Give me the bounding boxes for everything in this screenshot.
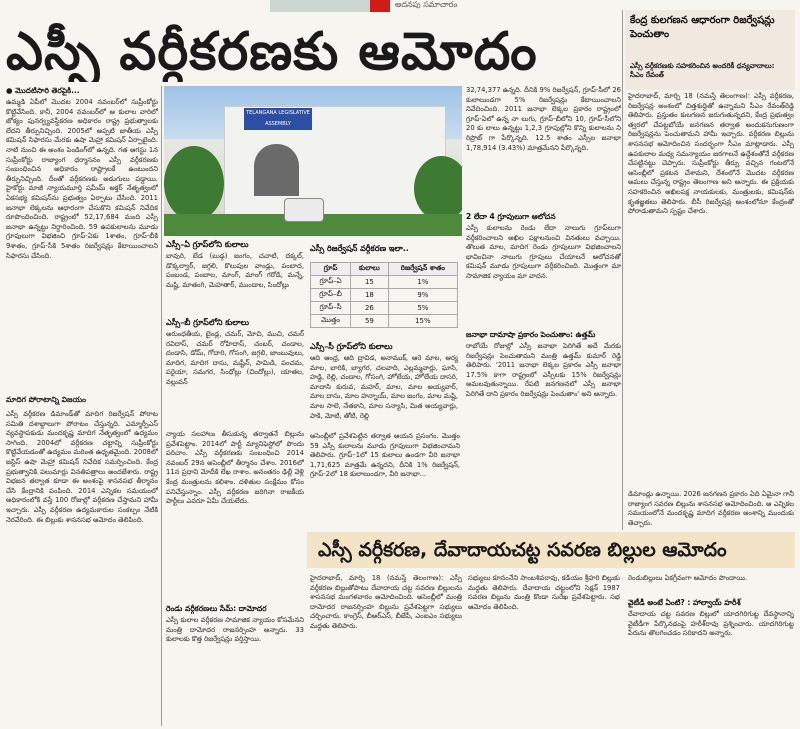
top-strip xyxy=(270,0,390,12)
assembly-sign: TELANGANA LEGISLATIVE ASSEMBLY xyxy=(244,108,312,130)
second-section-body: ఎస్సీ వర్గీకరణ డిమాండ్‌తో మాదిగ రిజర్వేషన్ పోరాట సమితి దశాబ్దాలుగా పోరాటం చేస్తున్నది. ఎమ్మార్పీఎస్ వ్యవస్థాపకుడు మందకృష్ణ మాదిగ నేతృత్వంలో ఉద్యమం సాగింది. 2004లో వర్గీకరణ చట్టాన్ని సుప్రీంకోర్టు కొట్టివేయడంతో ఉద్యమం మరింత ఉధృతమైంది. 2008లో జస్టిస్ ఉషా మెహ్రా కమిషన్ నివేదిక సమర్పించింది. కేంద్ర ప్రభుత్వానికి పలుమార్లు వినతిపత్రాలు అందజేశారు. రాష్ట్ర విభజన తర్వాత కూడా ఈ అంశంపై శాసనసభ తీర్మానం చేసి కేంద్రానికి పంపింది. 2014 ఎన్నికల సమయంలో అధికారంలోకి వస్తే 100 రోజుల్లో వర్గీకరణ చేస్తామని హామీ ఇచ్చారు. ఎస్సీ వర్గీకరణ ఉద్యమకారుల సంకల్పం నేటికి నెరవేరింది. ఈ బిల్లుకు శాసనసభ ఆమోదం తెలిపింది. xyxy=(6,410,158,524)
bottom-col-3: అసెంబ్లీలో ప్రవేశపెట్టిన తర్వాత ఆయన ప్రసంగం. మొత్తం 59 ఎస్సీ కులాలను మూడు గ్రూపులుగా విభజించామని తెలిపారు. గ్రూప్–1లో 15 కులాలు ఉండగా వీరి జనాభా 1,71,625 మాత్రమే ఉన్నదని, దీనికి 1% రిజర్వేషన్, గ్రూప్-2లో 18 కులాలుండగా, వీరి జనాభా... xyxy=(310,432,460,479)
lead-marker: ● మొదటిసారి తెరపైకి... xyxy=(6,86,80,95)
table-cell: గ్రూప్–సీ xyxy=(311,302,351,315)
reservation-table xyxy=(310,262,458,328)
bottom-col-4: డిమాండ్లు ఉన్నాయి. 2026 జనగణన ప్రకారం ఏది ఏమైనా గానీ రాజ్యాంగ సవరణ బిల్లును శాసనసభ ఆమోదించింది. ఆ ఎన్నికల సమయంలోనే మందకృష్ణ మాదిగ వర్గీకరణ అంశాన్ని ముందుకు తెచ్చారు. xyxy=(628,490,794,527)
group-b-body: అరుంధతీయ, బైండ్ల, చమర్, మోచి, ముచి, చమర్ రవిదాస్, చమర్ రోహిదాస్, చంబర్, చండాల, దండాసి, డోమ్, గోదారి, గోసంగి, జగ్గలి, జాంబువులు, మాదిగ, మాదిగ దాసు, మష్టీన్, పామిడి, పంచమ, పరైయా, సమగర, సింధోల్లు (చిందోల్లు), యాతల, వల్లువన్ xyxy=(166,330,304,386)
table-cell: 15% xyxy=(388,315,457,328)
assembly-photo xyxy=(164,86,462,236)
table-row xyxy=(311,289,458,302)
bottom-right-col-2: సభ్యులు కూనంనేని సాంబశివరావు, కడియం శ్రీహరి బిల్లుకు మద్దతు తెలిపారు. దేవాదాయ చట్టంలోని సెక్షన్ 1987 సవరణ బిల్లును మంత్రి కొండా సురేఖ ప్రవేశపెట్టారు. సభ ఆమోదం తెలిపింది. xyxy=(468,574,620,611)
bottom-col-2: న్యాయ సలహాలు తీసుకున్న తర్వాతనే బిల్లును ప్రవేశపెట్టాం. 2014లో పార్టీ మ్యానిఫెస్టోలో పొందు పరిచాం. ఎస్సీ వర్గీకరణకు సంబంధించి 2014 నవంబర్ 29న అసెంబ్లీలో తీర్మానం చేశాం. 2016లో 11న ప్రధాని మోదీకి లేఖ రాశాం. అనంతరం ఢిల్లీ వెళ్లి కేంద్ర మంత్రులను కలిశాం. దళితుల సంక్షేమం కోసం పనిచేస్తున్నాం. ఎస్సీ వర్గీకరణ జరిగినా రాజకీయ పార్టీలు ఎవరూ ఏమీ చేయలేదు. xyxy=(166,430,304,506)
mid-body-3: రాబోయే రోజుల్లో ఎస్సీ జనాభా పెరిగితే అదే మేరకు రిజర్వేషన్లు పెంచుతామని మంత్రి ఉత్తమ్ కుమార్ రెడ్డి తెలిపారు. '2011 జనాభా లెక్కల ప్రకారం ఎస్సీ జనాభా 17.5% కాగా రాష్ట్రంలో ఎస్సీలకు 15% రిజర్వేషన్లు అమలవుతున్నాయి. రేపటి జనగణనలో ఎస్సీ జనాభా పెరిగితే దాని ప్రకారం రిజర్వేషన్లు పెంచుతాం' అని అన్నారు. xyxy=(466,342,621,398)
bottom-col-2-subhead: రెండు వర్గీకరణలు సేమ్: దామోదర xyxy=(166,604,267,613)
right-body: హైదరాబాద్, మార్చి 18 (నమస్తే తెలంగాణ): ఎస్సీ వర్గీకరణ, రిజర్వేషన్ల అంశంలో చిత్తశుద్ధితో ఉన్నామని సీఎం రేవంత్‌రెడ్డి తెలిపారు. ప్రస్తుతం కులగణన జరుగుతున్నదని, కేంద్ర ప్రభుత్వం త్వరలో చేపట్టబోయే జనగణన తర్వాత అందుకనుగుణంగా రిజర్వేషన్లను పెంచుతామని హామీ ఇచ్చారు. వర్గీకరణ బిల్లును శాసనసభ ఆమోదించిన సందర్భంగా సీఎం మాట్లాడారు. ఎస్సీ ఉపకులాల మధ్య సమన్యాయం జరగాలనే ఉద్దేశంతోనే వర్గీకరణ చేపట్టినట్టు చెప్పారు. సుప్రీంకోర్టు తీర్పు వచ్చిన గంటలోనే అసెంబ్లీలో ప్రకటన చేశామని, దేశంలోనే మొదట వర్గీకరణ అమలు చేస్తున్న రాష్ట్రం తెలంగాణ అని అన్నారు. ఈ ప్రక్రియకు సహకరించిన అఖిలపక్ష నాయకులకు, మంత్రులకు, కమిషన్‌కు కృతజ్ఞతలు తెలిపారు. బీసీ రిజర్వేషన్ల అంశంలోనూ కేంద్రంతో పోరాడుతామని స్పష్టం చేశారు. xyxy=(628,92,794,216)
right-subheadline: ఎస్సీ వర్గీకరణకు సహకరించిన అందరికీ ధన్యవాదాలు: సీఎం రేవంత్ xyxy=(630,62,775,79)
table-header: కులాలు xyxy=(351,263,389,276)
top-strip-accent xyxy=(370,0,390,12)
table-cell: 26 xyxy=(351,302,389,315)
mid-body: 32,74,377 ఉన్నది. దీనికి 9% రిజర్వేషన్, గ్రూప్-సీలో 26 కులాలుండగా 5% రిజర్వేషన్లు కేటాయించాలని నివేదించింది. 2011 జనాభా లెక్కల ప్రకారం రాష్ట్రంలో గ్రూప్-ఏలో ఉన్న నా లుగు, గ్రూప్-బీలోని 10, గ్రూప్-సీలోని 20 కు లాలు ఉన్నట్టు 1,2,3 గ్రూపుల్లోని కొన్ని కులాలను ని రిప్రొట్ గా పేర్కొన్నది. 12.5 శాతం ఎస్సీల జనాభా 1,78,914 (3.43%) మాత్రమేనని పేర్కొన్నది. xyxy=(466,86,621,152)
table-cell: 59 xyxy=(351,315,389,328)
bottom-right-col-3: రెండుబిల్లులు ఏకగ్రీవంగా ఆమోదం పొందాయి. xyxy=(628,574,748,582)
car xyxy=(284,198,324,222)
table-cell: 9% xyxy=(388,289,457,302)
bottom-right-col-3-body: దేవాదాయ చట్ట సవరణ బిల్లులో యాదగిరిగుట్ట దేవస్థానాన్ని వైటీడీగా పేర్కొనడంపై హరీశ్‌రావు ప్రశ్నించారు. యాదగిరిగుట్ట పేరును తొలగించడం సరికాదని అన్నారు. xyxy=(628,610,794,638)
table-cell: 5% xyxy=(388,302,457,315)
reservation-table-title: ఎస్సీ రిజర్వేషన్ వర్గీకరణ ఇలా.. xyxy=(310,244,409,253)
table-header: రిజర్వేషన్ శాతం xyxy=(388,263,457,276)
column-divider xyxy=(622,10,623,530)
right-headline: కేంద్ర కులగణన ఆధారంగా రిజర్వేషన్లు పెంచుతాం xyxy=(630,15,775,40)
tree-left xyxy=(164,146,224,221)
table-header: గ్రూప్ xyxy=(311,263,351,276)
assembly-arch xyxy=(254,144,299,196)
table-row xyxy=(311,276,458,289)
table-row xyxy=(311,302,458,315)
group-b-title: ఎస్సీ–బీ గ్రూప్‌లోని కులాలు xyxy=(166,318,250,327)
mid-body-2: ఎస్సీ కులాలను రెండు లేదా నాలుగు గ్రూప్‌లుగా వర్గీకరించాలని అఖిల పక్షాలనుంచి వినతులు వచ్చాయి. తొలుత మాల, మాదిగ రెండు గ్రూపులుగా విభజించాలని భావించినా నాలుగు గ్రూపులు చేయాలనే ఆలోచనతో కమిషన్ మూడు గ్రూపులుగా వర్గీకరించింది. మొత్తంగా మా సామాజిక న్యాయం మా వాదన. xyxy=(466,224,621,280)
table-cell: గ్రూప్–ఏ xyxy=(311,276,351,289)
bottom-col-2-body: ఎస్సీ కులాల వర్గీకరణ సామాజిక న్యాయం కోసమేనని మంత్రి దామోదర రాజనర్సింహ అన్నారు. 33 కులాలకు కొత్త రిజర్వేషన్లు వర్తిస్తాయి. xyxy=(166,616,304,644)
table-cell: మొత్తం xyxy=(311,315,351,328)
top-label: అదనపు సమాచారం xyxy=(395,0,458,9)
main-headline: ఎస్సీ వర్గీకరణకు ఆమోదం xyxy=(6,22,538,82)
group-a-title: ఎస్సీ–ఏ గ్రూప్‌లోని కులాలు xyxy=(166,240,249,249)
highlight-headline: ఎస్సీ వర్గీకరణ, దేవాదాయచట్ట సవరణ బిల్లుల ఆమోదం xyxy=(318,539,727,561)
lead-body: ఉమ్మడి ఏపీలో మొదట 2004 నవంబర్‌లో సుప్రీంకోర్టు కొట్టివేసింది. కానీ, 2004 నవంబర్‌లో ఆ కులాల వారిలో జోక్యం పునర్వ్యవస్థీకరణ అధికారం రాష్ట్ర ప్రభుత్వాలకు లేదని తీర్పునిచ్చింది. 2005లో అప్పటి జాతీయ ఎస్సీ కమిషన్ సిఫారసు మేరకు ఉషా మెహ్రా కమిషన్ ఏర్పాటైంది. నాటి నుంచి ఈ అంశం పెండింగ్‌లో ఉన్నది. గత ఆగస్టు 1న సుప్రీంకోర్టు రాజ్యాంగ ధర్మాసనం ఎస్సీ వర్గీకరణకు సంబంధించిన అధికారం రాష్ట్రాలకే ఉంటుందని తీర్పునిచ్చింది. దీంతో వర్గీకరణకు అడుగులు పడ్డాయి. హైకోర్టు మాజీ న్యాయమూర్తి షమీమ్ అక్తర్ నేతృత్వంలో ఏకసభ్య కమిషన్‌ను ప్రభుత్వం ఏర్పాటు చేసింది. 2011 జనాభా లెక్కలను ఆధారంగా చేసుకొని కమిషన్ నివేదిక రూపొందించింది. రాష్ట్రంలో 52,17,684 మంది ఎస్సీ జనాభా ఉన్నట్టు నిర్ధారించింది. 59 ఉపకులాలను మూడు గ్రూపులుగా విభజించి గ్రూప్-ఏకు 1శాతం, గ్రూప్-బీకి 9శాతం, గ్రూప్-సీకి 5శాతం రిజర్వేషన్లు కేటాయించాలని సిఫారసు చేసింది. xyxy=(6,98,158,260)
group-a-body: బావురి, బేడ (బుడ్గ) జంగం, చచాటి, దక్కల్, డొక్కల్వార్, జగ్గలి, కొలుపుల వాండ్లు, పంబాద, పంబండ, పంబాల, మాంగ్, మాంగ్ గరోడి, మన్నే, మష్టి, మాతంగి, మెహతార్, ముండాల, సిందోల్లు xyxy=(166,252,304,289)
bottom-right-col-1: హైదరాబాద్, మార్చి 18 (నమస్తే తెలంగాణ): ఎస్సీ వర్గీకరణ బిల్లుతోపాటు దేవాదాయ చట్ట సవరణ బిల్లులను శాసనసభ మంగళవారం ఆమోదించింది. అసెంబ్లీలో మంత్రి దామోదర రాజనర్సింహ బిల్లును ప్రవేశపెట్టగా సభ్యులు చర్చించారు. కాంగ్రెస్, బీఆర్‌ఎస్, బీజేపీ, ఎంఐఎం సభ్యులు మద్దతు తెలిపారు. xyxy=(310,574,462,630)
table-row xyxy=(311,315,458,328)
tree-right xyxy=(414,156,462,221)
column-divider xyxy=(161,86,162,726)
group-c-body: ఆది ఆంధ్ర, ఆది ద్రావిడ, అనాముక్, ఆరె మాల, ఆర్య మాల, బారికి, బ్యాగర, చలవాది, ఎల్లమ్మవార్లు, ఘాసి, హడ్డి, రెల్లి, చండాల, గోసంగి, హోలేయ, హోలేయ దాసరి, మాదాసి కురువ, మహర్, మాల, మాల అయ్యవార్, మాల దాసు, మాల హన్నాయ్, మాల జంగం, మాల మష్టి, మాల సాలె, నేతకాని, మాల సన్యాసి, మిత అయ్యవార్లు, పాకి, మోటి, తోటి, రెల్లి xyxy=(310,354,458,420)
mid-subhead: 2 లేదా 4 గ్రూపులుగా ఆలోచన xyxy=(466,212,556,221)
table-cell: 15 xyxy=(351,276,389,289)
table-cell: 18 xyxy=(351,289,389,302)
mid-subhead-2: జనాభా దామాషా ప్రకారం పెంచుతాం: ఉత్తమ్ xyxy=(466,330,596,339)
table-cell: 1% xyxy=(388,276,457,289)
group-c-title: ఎస్సీ–సీ గ్రూప్‌లోని కులాలు xyxy=(310,342,393,351)
second-section-title: మాదిగ పోరాటాన్ని విజయం xyxy=(6,395,86,404)
bottom-right-col-3-subhead: వైటీడీ అంటే ఏంటి? : హాల్వాయ్ హరీశ్ xyxy=(628,598,741,607)
table-cell: గ్రూప్–బీ xyxy=(311,289,351,302)
